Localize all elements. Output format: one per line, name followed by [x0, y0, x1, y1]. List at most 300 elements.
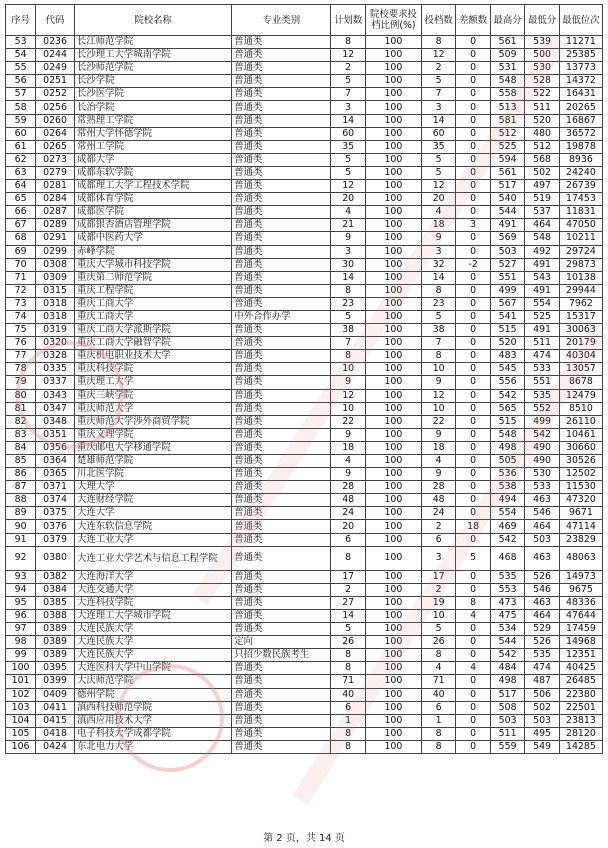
cell-ratio: 100	[365, 88, 421, 101]
cell-minrank: 10211	[559, 232, 602, 245]
cell-minrank: 29724	[559, 245, 602, 258]
cell-plan: 7	[331, 88, 365, 101]
cell-min: 530	[525, 468, 559, 481]
cell-filed: 5	[421, 153, 455, 166]
cell-max: 567	[490, 297, 524, 310]
cell-filed: 8	[421, 284, 455, 297]
cell-minrank: 14372	[559, 75, 602, 88]
cell-max: 558	[490, 88, 524, 101]
cell-code: 0374	[36, 494, 75, 507]
cell-plan: 9	[331, 376, 365, 389]
cell-code: 0337	[36, 376, 75, 389]
cell-diff: 0	[456, 675, 490, 688]
cell-ratio: 100	[365, 727, 421, 740]
cell-diff: 0	[456, 583, 490, 596]
cell-ratio: 100	[365, 232, 421, 245]
cell-min: 474	[525, 662, 559, 675]
cell-code: 0264	[36, 127, 75, 140]
cell-filed: 9	[421, 232, 455, 245]
cell-code: 0389	[36, 636, 75, 649]
cell-school: 长沙理工大学城南学院	[74, 49, 231, 62]
cell-seq: 87	[6, 481, 36, 494]
cell-filed: 4	[421, 662, 455, 675]
cell-filed: 23	[421, 297, 455, 310]
cell-category: 普通类	[232, 363, 331, 376]
cell-seq: 69	[6, 245, 36, 258]
cell-diff: 0	[456, 180, 490, 193]
cell-diff: 0	[456, 468, 490, 481]
cell-diff: 0	[456, 636, 490, 649]
cell-ratio: 100	[365, 127, 421, 140]
cell-min: 499	[525, 415, 559, 428]
cell-max: 498	[490, 675, 524, 688]
cell-diff: 0	[456, 688, 490, 701]
cell-school: 长沙学院	[74, 75, 231, 88]
cell-category: 普通类	[232, 609, 331, 622]
table-row	[6, 714, 603, 727]
cell-min: 502	[525, 166, 559, 179]
cell-minrank: 47320	[559, 494, 602, 507]
cell-minrank: 36572	[559, 127, 602, 140]
cell-max: 544	[490, 636, 524, 649]
cell-seq: 86	[6, 468, 36, 481]
cell-plan: 14	[331, 609, 365, 622]
cell-min: 542	[525, 428, 559, 441]
cell-seq: 92	[6, 546, 36, 570]
cell-category: 普通类	[232, 140, 331, 153]
cell-ratio: 100	[365, 583, 421, 596]
cell-diff: 0	[456, 533, 490, 546]
header-plan: 计划数	[331, 5, 365, 36]
admission-table-sheet	[5, 4, 603, 754]
cell-school: 重庆师范大学	[74, 402, 231, 415]
cell-min: 535	[525, 389, 559, 402]
cell-min: 519	[525, 193, 559, 206]
cell-seq: 61	[6, 140, 36, 153]
cell-code: 0351	[36, 428, 75, 441]
cell-max: 525	[490, 140, 524, 153]
table-row	[6, 36, 603, 49]
cell-diff: 0	[456, 232, 490, 245]
cell-plan: 60	[331, 127, 365, 140]
cell-diff: 0	[456, 114, 490, 127]
cell-seq: 99	[6, 649, 36, 662]
cell-filed: 60	[421, 127, 455, 140]
table-row	[6, 376, 603, 389]
cell-plan: 20	[331, 520, 365, 533]
table-row	[6, 609, 603, 622]
cell-category: 普通类	[232, 688, 331, 701]
cell-category: 普通类	[232, 494, 331, 507]
cell-filed: 18	[421, 441, 455, 454]
cell-max: 468	[490, 546, 524, 570]
cell-diff: 0	[456, 193, 490, 206]
cell-filed: 1	[421, 714, 455, 727]
cell-plan: 3	[331, 245, 365, 258]
header-category: 专业类别	[232, 5, 331, 36]
cell-seq: 64	[6, 180, 36, 193]
table-row	[6, 206, 603, 219]
cell-category: 普通类	[232, 245, 331, 258]
cell-minrank: 12351	[559, 649, 602, 662]
cell-filed: 4	[421, 206, 455, 219]
cell-seq: 81	[6, 402, 36, 415]
cell-ratio: 100	[365, 415, 421, 428]
table-row	[6, 140, 603, 153]
cell-seq: 55	[6, 62, 36, 75]
cell-ratio: 100	[365, 402, 421, 415]
table-row	[6, 455, 603, 468]
cell-code: 0356	[36, 441, 75, 454]
cell-plan: 5	[331, 623, 365, 636]
cell-minrank: 22380	[559, 688, 602, 701]
cell-minrank: 12502	[559, 468, 602, 481]
cell-max: 553	[490, 583, 524, 596]
cell-category: 普通类	[232, 389, 331, 402]
cell-max: 561	[490, 166, 524, 179]
cell-ratio: 100	[365, 455, 421, 468]
cell-category: 普通类	[232, 36, 331, 49]
cell-code: 0287	[36, 206, 75, 219]
cell-minrank: 25385	[559, 49, 602, 62]
cell-diff: 0	[456, 441, 490, 454]
cell-max: 559	[490, 740, 524, 753]
cell-diff: 0	[456, 310, 490, 323]
cell-ratio: 100	[365, 258, 421, 271]
cell-minrank: 11530	[559, 481, 602, 494]
cell-ratio: 100	[365, 520, 421, 533]
cell-code: 0279	[36, 166, 75, 179]
cell-ratio: 100	[365, 193, 421, 206]
cell-ratio: 100	[365, 675, 421, 688]
cell-code: 0291	[36, 232, 75, 245]
cell-school: 成都体育学院	[74, 193, 231, 206]
cell-code: 0260	[36, 114, 75, 127]
cell-plan: 7	[331, 337, 365, 350]
cell-filed: 5	[421, 166, 455, 179]
cell-plan: 35	[331, 140, 365, 153]
cell-category: 普通类	[232, 623, 331, 636]
table-row	[6, 636, 603, 649]
cell-school: 滇西科技师范学院	[74, 701, 231, 714]
cell-min: 528	[525, 75, 559, 88]
cell-seq: 97	[6, 623, 36, 636]
cell-min: 474	[525, 350, 559, 363]
cell-school: 川北医学院	[74, 468, 231, 481]
cell-category: 普通类	[232, 114, 331, 127]
cell-school: 长江师范学院	[74, 36, 231, 49]
cell-category: 普通类	[232, 468, 331, 481]
cell-category: 普通类	[232, 206, 331, 219]
cell-plan: 28	[331, 481, 365, 494]
cell-diff: 0	[456, 127, 490, 140]
cell-minrank: 16867	[559, 114, 602, 127]
cell-seq: 88	[6, 494, 36, 507]
cell-diff: 4	[456, 662, 490, 675]
cell-diff: 0	[456, 740, 490, 753]
cell-category: 普通类	[232, 62, 331, 75]
cell-code: 0265	[36, 140, 75, 153]
cell-max: 517	[490, 688, 524, 701]
cell-seq: 67	[6, 219, 36, 232]
cell-plan: 8	[331, 727, 365, 740]
cell-max: 491	[490, 219, 524, 232]
cell-filed: 8	[421, 36, 455, 49]
table-row	[6, 219, 603, 232]
table-row	[6, 533, 603, 546]
cell-ratio: 100	[365, 350, 421, 363]
table-row	[6, 101, 603, 114]
cell-seq: 63	[6, 166, 36, 179]
cell-minrank: 8936	[559, 153, 602, 166]
cell-minrank: 9671	[559, 507, 602, 520]
cell-category: 普通类	[232, 701, 331, 714]
cell-school: 重庆工商大学	[74, 297, 231, 310]
cell-diff: 0	[456, 376, 490, 389]
cell-plan: 48	[331, 494, 365, 507]
cell-category: 普通类	[232, 127, 331, 140]
cell-ratio: 100	[365, 36, 421, 49]
cell-plan: 10	[331, 402, 365, 415]
cell-filed: 10	[421, 363, 455, 376]
table-row	[6, 596, 603, 609]
cell-min: 480	[525, 127, 559, 140]
cell-min: 533	[525, 363, 559, 376]
cell-code: 0395	[36, 662, 75, 675]
cell-minrank: 10461	[559, 428, 602, 441]
cell-category: 普通类	[232, 75, 331, 88]
cell-plan: 5	[331, 310, 365, 323]
cell-minrank: 17453	[559, 193, 602, 206]
cell-ratio: 100	[365, 376, 421, 389]
cell-diff: 0	[456, 623, 490, 636]
cell-minrank: 8678	[559, 376, 602, 389]
cell-code: 0418	[36, 727, 75, 740]
cell-filed: 71	[421, 675, 455, 688]
cell-category: 普通类	[232, 153, 331, 166]
header-ratio: 院校要求投档比例(%)	[365, 5, 421, 36]
cell-ratio: 100	[365, 570, 421, 583]
cell-min: 487	[525, 675, 559, 688]
admission-table	[5, 4, 603, 754]
cell-category: 普通类	[232, 232, 331, 245]
cell-diff: 3	[456, 219, 490, 232]
cell-code: 0281	[36, 180, 75, 193]
table-row	[6, 324, 603, 337]
cell-category: 普通类	[232, 324, 331, 337]
cell-min: 491	[525, 258, 559, 271]
cell-max: 542	[490, 533, 524, 546]
cell-ratio: 100	[365, 609, 421, 622]
cell-max: 535	[490, 570, 524, 583]
cell-plan: 71	[331, 675, 365, 688]
table-row	[6, 62, 603, 75]
cell-code: 0380	[36, 546, 75, 570]
cell-school: 重庆工商大学融智学院	[74, 337, 231, 350]
cell-code: 0385	[36, 596, 75, 609]
cell-filed: 14	[421, 271, 455, 284]
cell-plan: 8	[331, 649, 365, 662]
cell-minrank: 40304	[559, 350, 602, 363]
cell-max: 594	[490, 153, 524, 166]
cell-max: 548	[490, 75, 524, 88]
cell-min: 549	[525, 740, 559, 753]
cell-filed: 9	[421, 428, 455, 441]
cell-min: 463	[525, 546, 559, 570]
cell-seq: 78	[6, 363, 36, 376]
cell-minrank: 48063	[559, 546, 602, 570]
cell-category: 普通类	[232, 583, 331, 596]
cell-minrank: 48336	[559, 596, 602, 609]
cell-min: 511	[525, 337, 559, 350]
cell-filed: 9	[421, 468, 455, 481]
cell-filed: 5	[421, 310, 455, 323]
cell-ratio: 100	[365, 596, 421, 609]
cell-plan: 40	[331, 688, 365, 701]
cell-plan: 8	[331, 36, 365, 49]
cell-category: 普通类	[232, 727, 331, 740]
cell-ratio: 100	[365, 245, 421, 258]
cell-minrank: 19878	[559, 140, 602, 153]
cell-max: 531	[490, 62, 524, 75]
cell-min: 492	[525, 245, 559, 258]
cell-ratio: 100	[365, 166, 421, 179]
cell-seq: 103	[6, 701, 36, 714]
table-row	[6, 193, 603, 206]
cell-code: 0249	[36, 62, 75, 75]
cell-min: 552	[525, 402, 559, 415]
cell-code: 0424	[36, 740, 75, 753]
cell-ratio: 100	[365, 337, 421, 350]
cell-plan: 12	[331, 389, 365, 402]
cell-min: 530	[525, 62, 559, 75]
cell-diff: 0	[456, 415, 490, 428]
cell-ratio: 100	[365, 441, 421, 454]
cell-max: 536	[490, 468, 524, 481]
cell-filed: 19	[421, 596, 455, 609]
cell-category: 普通类	[232, 596, 331, 609]
cell-ratio: 100	[365, 636, 421, 649]
cell-diff: -2	[456, 258, 490, 271]
table-row	[6, 649, 603, 662]
cell-minrank: 26110	[559, 415, 602, 428]
cell-category: 普通类	[232, 271, 331, 284]
cell-filed: 8	[421, 649, 455, 662]
header-min: 最低分	[525, 5, 559, 36]
table-row	[6, 75, 603, 88]
cell-min: 502	[525, 701, 559, 714]
cell-ratio: 100	[365, 297, 421, 310]
cell-plan: 38	[331, 324, 365, 337]
cell-school: 常熟理工学院	[74, 114, 231, 127]
cell-code: 0252	[36, 88, 75, 101]
cell-seq: 104	[6, 714, 36, 727]
cell-code: 0244	[36, 49, 75, 62]
cell-ratio: 100	[365, 219, 421, 232]
cell-school: 常州工学院	[74, 140, 231, 153]
cell-max: 509	[490, 49, 524, 62]
cell-seq: 83	[6, 428, 36, 441]
cell-seq: 95	[6, 596, 36, 609]
cell-school: 重庆大学城市科技学院	[74, 258, 231, 271]
cell-diff: 0	[456, 649, 490, 662]
cell-plan: 20	[331, 193, 365, 206]
cell-plan: 5	[331, 166, 365, 179]
cell-seq: 76	[6, 337, 36, 350]
cell-category: 普通类	[232, 714, 331, 727]
cell-seq: 80	[6, 389, 36, 402]
cell-minrank: 7962	[559, 297, 602, 310]
cell-max: 503	[490, 714, 524, 727]
cell-seq: 66	[6, 206, 36, 219]
header-diff: 差额数	[456, 5, 490, 36]
cell-min: 526	[525, 636, 559, 649]
cell-plan: 9	[331, 468, 365, 481]
cell-minrank: 47050	[559, 219, 602, 232]
cell-min: 525	[525, 310, 559, 323]
cell-filed: 2	[421, 583, 455, 596]
cell-min: 497	[525, 180, 559, 193]
cell-minrank: 30063	[559, 324, 602, 337]
header-filed: 投档数	[421, 5, 455, 36]
cell-plan: 12	[331, 180, 365, 193]
cell-diff: 0	[456, 337, 490, 350]
cell-minrank: 16431	[559, 88, 602, 101]
cell-code: 0411	[36, 701, 75, 714]
cell-max: 484	[490, 662, 524, 675]
cell-diff: 0	[456, 428, 490, 441]
cell-seq: 91	[6, 533, 36, 546]
cell-category: 普通类	[232, 520, 331, 533]
table-row	[6, 675, 603, 688]
cell-max: 473	[490, 596, 524, 609]
cell-max: 517	[490, 180, 524, 193]
cell-plan: 8	[331, 662, 365, 675]
cell-ratio: 100	[365, 310, 421, 323]
cell-diff: 0	[456, 206, 490, 219]
cell-plan: 5	[331, 75, 365, 88]
cell-code: 0320	[36, 337, 75, 350]
cell-plan: 8	[331, 350, 365, 363]
cell-code: 0318	[36, 310, 75, 323]
table-row	[6, 494, 603, 507]
cell-ratio: 100	[365, 481, 421, 494]
cell-diff: 0	[456, 36, 490, 49]
cell-minrank: 12479	[559, 389, 602, 402]
cell-diff: 0	[456, 324, 490, 337]
cell-min: 537	[525, 206, 559, 219]
cell-min: 464	[525, 520, 559, 533]
table-row	[6, 428, 603, 441]
cell-category: 普通类	[232, 166, 331, 179]
cell-diff: 0	[456, 714, 490, 727]
cell-filed: 8	[421, 350, 455, 363]
cell-max: 540	[490, 193, 524, 206]
cell-diff: 0	[456, 153, 490, 166]
cell-filed: 6	[421, 533, 455, 546]
cell-diff: 0	[456, 284, 490, 297]
cell-seq: 93	[6, 570, 36, 583]
cell-filed: 12	[421, 389, 455, 402]
cell-minrank: 14285	[559, 740, 602, 753]
cell-filed: 17	[421, 570, 455, 583]
cell-ratio: 100	[365, 468, 421, 481]
cell-max: 554	[490, 507, 524, 520]
cell-max: 538	[490, 481, 524, 494]
cell-seq: 96	[6, 609, 36, 622]
cell-max: 475	[490, 609, 524, 622]
cell-min: 506	[525, 688, 559, 701]
